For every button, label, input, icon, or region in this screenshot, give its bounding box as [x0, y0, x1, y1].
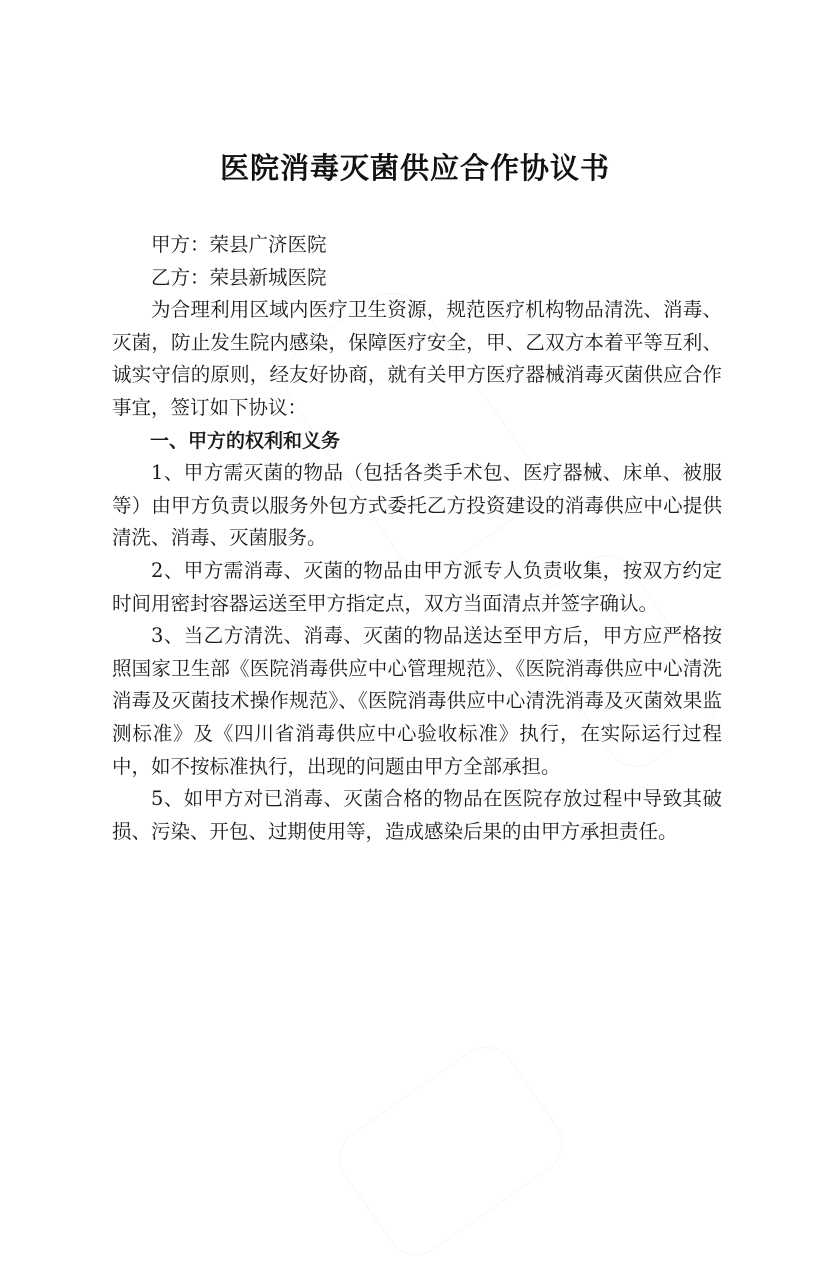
clause-paragraph: 5、如甲方对已消毒、灭菌合格的物品在医院存放过程中导致其破损、污染、开包、过期使用等，造成感染后果的由甲方承担责任。: [112, 787, 722, 843]
clause-paragraph: 2、甲方需消毒、灭菌的物品由甲方派专人负责收集，按双方约定时间用密封容器运送至甲方指定点，双方当面清点并签字确认。: [112, 558, 722, 615]
clause-paragraph: 1、甲方需灭菌的物品（包括各类手术包、医疗器械、床单、被服等）由甲方负责以服务外包方式委托乙方投资建设的消毒供应中心提供清洗、消毒、灭菌服务。: [112, 461, 722, 550]
clause-paragraph: 3、当乙方清洗、消毒、灭菌的物品送达至甲方后，甲方应严格按照国家卫生部《医院消毒供应中心管理规范》、《医院消毒供应中心清洗消毒及灭菌技术操作规范》、《医院消毒供应中心清洗消毒及灭菌效果监测标准》及《四川省消毒供应中心验收标准》执行，在实际运行过程中，如不按标准执行，出现的问题由甲方全部承担。: [112, 624, 722, 778]
watermark-mark: [328, 1035, 575, 1267]
party-a: 甲方：荣县广济医院: [151, 233, 327, 256]
party-b: 乙方：荣县新城医院: [151, 265, 327, 289]
document-title: 医院消毒灭菌供应合作协议书: [219, 151, 610, 185]
section-heading: 一、甲方的权利和义务: [150, 429, 341, 452]
preamble-paragraph: 为合理利用区域内医疗卫生资源，规范医疗机构物品清洗、消毒、灭菌，防止发生院内感染，保障医疗安全，甲、乙双方本着平等互利、诚实守信的原则，经友好协商，就有关甲方医疗器械消毒灭菌供应合作事宜，签订如下协议：: [112, 298, 722, 419]
document-body: [112, 229, 722, 848]
